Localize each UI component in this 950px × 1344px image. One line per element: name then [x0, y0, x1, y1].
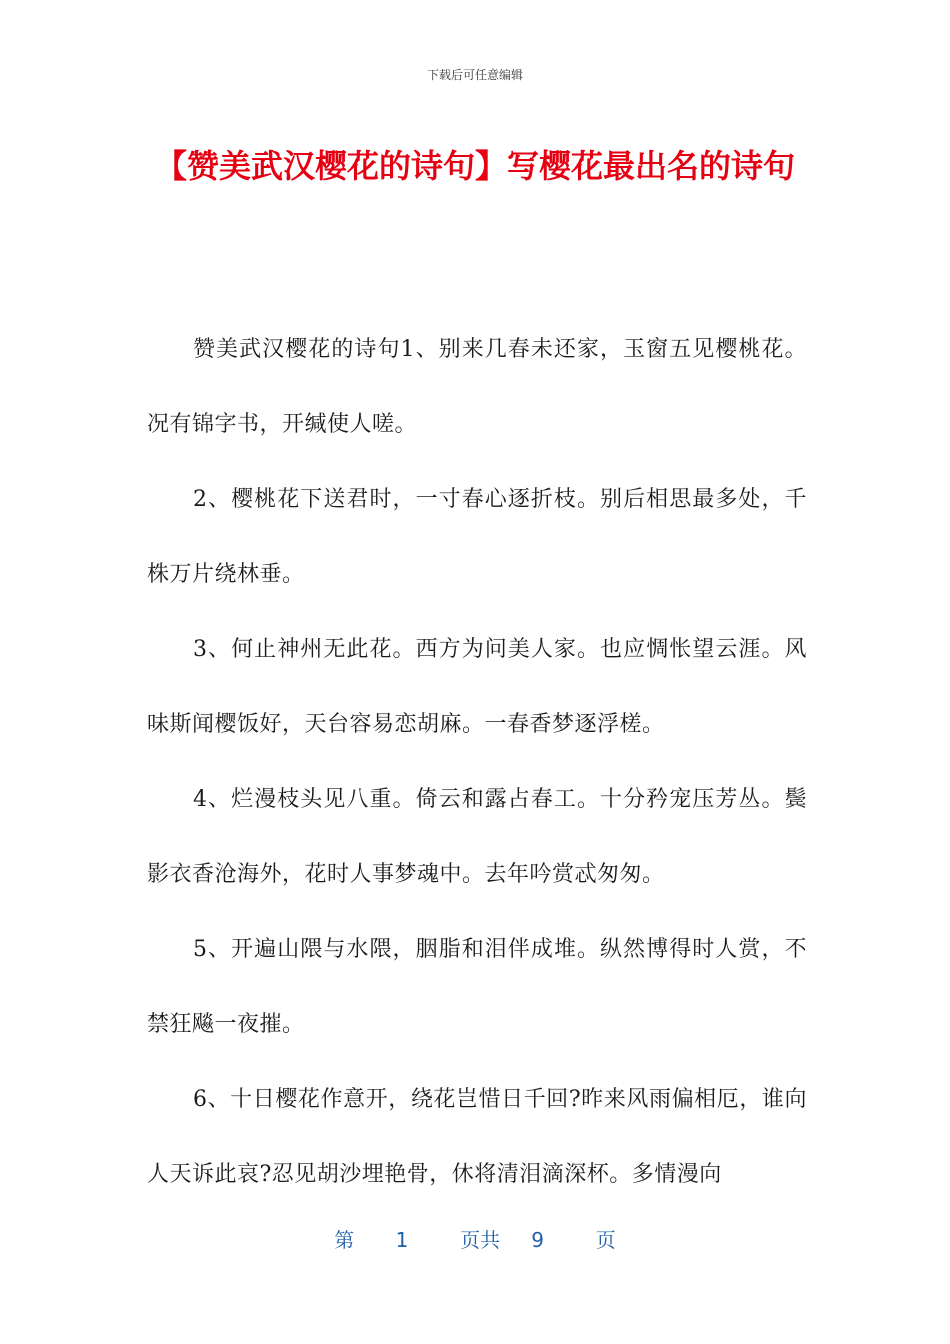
footer-middle: 页共	[460, 1228, 501, 1252]
document-title: 【赞美武汉樱花的诗句】写樱花最出名的诗句	[154, 147, 795, 185]
footer-suffix: 页	[595, 1228, 616, 1252]
footer-prefix: 第	[334, 1228, 355, 1252]
poem-paragraph-1: 赞美武汉樱花的诗句1、别来几春未还家，玉窗五见樱桃花。况有锦字书，开缄使人嗟。	[147, 337, 807, 437]
page-header-note: 下载后可任意编辑	[426, 68, 523, 82]
poem-paragraph-3: 3、何止神州无此花。西方为问美人家。也应惆怅望云涯。风味斯闻樱饭好，天台容易恋胡麻。一春香梦逐浮槎。	[147, 637, 807, 737]
poem-paragraph-2: 2、樱桃花下送君时，一寸春心逐折枝。别后相思最多处，千株万片绕林垂。	[147, 487, 807, 587]
footer-current-page: 1	[395, 1228, 409, 1252]
page-footer	[0, 1224, 950, 1253]
poem-paragraph-6: 6、十日樱花作意开，绕花岂惜日千回?昨来风雨偏相厄，谁向人天诉此哀?忍见胡沙埋艳骨，休将清泪滴深杯。多情漫向	[147, 1087, 807, 1187]
footer-total-pages: 9	[531, 1228, 544, 1252]
document-body	[147, 312, 807, 1212]
poem-paragraph-5: 5、开遍山隈与水隈，胭脂和泪伴成堆。纵然博得时人赏，不禁狂飚一夜摧。	[147, 937, 807, 1037]
poem-paragraph-4: 4、烂漫枝头见八重。倚云和露占春工。十分矜宠压芳丛。鬓影衣香沧海外，花时人事梦魂中。去年吟赏忒匆匆。	[147, 787, 807, 887]
